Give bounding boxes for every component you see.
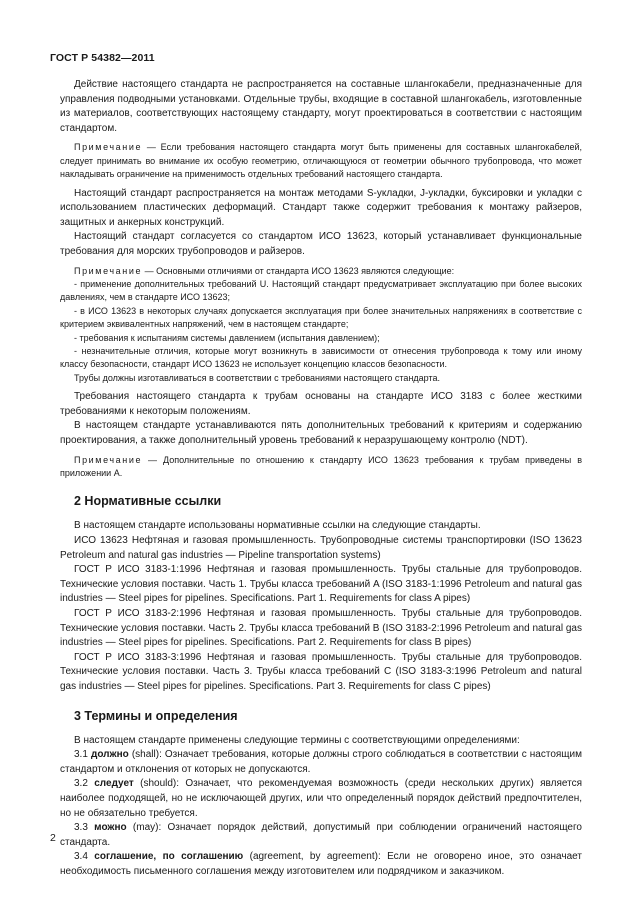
reference-item: ГОСТ Р ИСО 3183-2:1996 Нефтяная и газовая промышленность. Трубы стальные для трубопроводов. Технические условия поставки. Часть 2. Трубы класса требований B (ISO 3183-2:1996 Petroleum and natural gas industries — Steel pipes for pipelines. Specifications. Part 2. Requirements for class B pipes) [60,607,582,649]
paragraph: Требования настоящего стандарта к трубам основаны на стандарте ИСО 3183 с более жесткими требованиями к некоторым положениям. [60,391,582,417]
paragraph: В настоящем стандарте применены следующие термины с соответствующими определениями: [74,734,520,746]
reference-item: ИСО 13623 Нефтяная и газовая промышленность. Трубопроводные системы транспортировки (ISO 13623 Petroleum and natural gas industries — Pipeline transportation systems) [60,535,582,561]
note-item: Трубы должны изготавливаться в соответствии с требованиями настоящего стандарта. [74,372,441,383]
paragraph: Настоящий стандарт согласуется со стандартом ИСО 13623, который устанавливает функциональные требования для морских трубопроводов и райзеров. [60,231,582,257]
section-heading: 2 Нормативные ссылки [74,494,222,509]
page-content [60,78,582,879]
term-definition: 3.3 можно (may): Означает порядок действий, допустимый при соблюдении ограничений настоящего стандарта. [60,822,582,848]
note-label: Примечание [74,454,143,465]
paragraph: В настоящем стандарте устанавливаются пять дополнительных требований к критериям и содержанию проектирования, а также дополнительный уровень требований к неразрушающему контролю (NDT). [60,420,582,446]
note: Примечание — Дополнительные по отношению к стандарту ИСО 13623 требования к трубам приведены в приложении А. [60,454,582,478]
term: соглашение, по соглашению [94,851,244,863]
note-item: - применение дополнительных требований U. Настоящий стандарт предусматривает эксплуатацию при более высоких давлениях, чем в стандарте ИСО 13623; [60,278,582,303]
paragraph: Настоящий стандарт распространяется на монтаж методами S-укладки, J-укладки, буксировки и укладки с использованием пластических деформаций. Стандарт также содержит требования к монтажу райзеров, защитных и анкерных конструкций. [60,187,582,228]
reference-item: ГОСТ Р ИСО 3183-3:1996 Нефтяная и газовая промышленность. Трубы стальные для трубопроводов. Технические условия поставки. Часть 3. Трубы класса требований C (ISO 3183-3:1996 Petroleum and natural gas industries — Steel pipes for pipelines. Specifications. Part 3. Requirements for class C pipes) [60,651,582,692]
paragraph: В настоящем стандарте использованы нормативные ссылки на следующие стандарты. [74,520,481,532]
term: следует [94,778,134,790]
note-item: - в ИСО 13623 в некоторых случаях допускается эксплуатация при более значительных напряжениях в соответствие с критерием эквивалентных напряжений, чем в настоящем стандарте; [60,305,582,330]
term-definition: 3.2 следует (should): Означает, что рекомендуемая возможность (среди нескольких других) является наиболее подходящей, но не исключающей других, или что определенный порядок действий предпочтителен, но не обязательно требуется. [60,778,582,819]
term-definition: 3.4 соглашение, по соглашению (agreement, by agreement): Если не оговорено иное, это означает необходимость письменного соглашения между изготовителем или подрядчиком и заказчиком. [60,851,582,877]
page-number: 2 [50,832,56,844]
note: Примечание — Если требования настоящего стандарта могут быть применены для составных шлангокабелей, следует принимать во внимание их особую геометрию, отличающуюся от геометрии обычного трубопровода, что может накладывать ограничение на применимость отдельных требований настоящего стандарта. [60,142,582,180]
note: Примечание — Основными отличиями от стандарта ИСО 13623 являются следующие: [74,265,455,276]
term: должно [90,749,129,761]
term-definition: 3.1 должно (shall): Означает требования, которые должны строго соблюдаться в соответствии с настоящим стандартом и отклонения от которых не допускаются. [60,749,582,775]
document-header: ГОСТ Р 54382—2011 [50,52,155,64]
paragraph: Действие настоящего стандарта не распространяется на составные шлангокабели, предназначенные для управления подводными установками. Отдельные трубы, входящие в составной шлангокабель, изготовленные из материалов, соответствующих настоящему стандарту, могут проектироваться в соответствии с настоящим стандартом. [60,79,582,134]
term: можно [94,822,127,834]
note-item: - незначительные отличия, которые могут возникнуть в зависимости от отнесения трубопровода к тому или иному классу безопасности, стандарт ИСО 13623 не использует концепцию классов безопасности. [60,346,582,370]
reference-item: ГОСТ Р ИСО 3183-1:1996 Нефтяная и газовая промышленность. Трубы стальные для трубопроводов. Технические условия поставки. Часть 1. Трубы класса требований A (ISO 3183-1:1996 Petroleum and natural gas industries — Steel pipes for pipelines. Specifications. Part 1. Requirements for class A pipes) [60,564,582,605]
note-label: Примечание [74,142,143,153]
section-heading: 3 Термины и определения [74,708,238,723]
note-label: Примечание [74,265,143,276]
note-item: - требования к испытаниям системы давлением (испытания давлением); [74,332,380,343]
